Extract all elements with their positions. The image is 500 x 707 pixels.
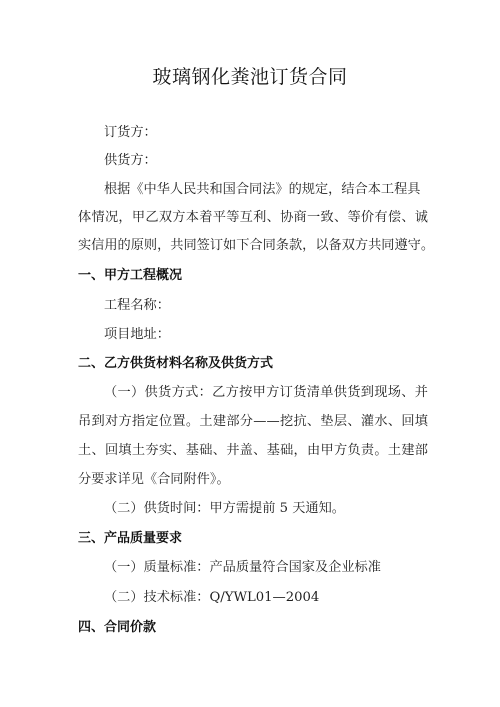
preamble-line-2: 体情况，甲乙双方本着平等互利、协商一致、等价有偿、诚 (78, 210, 428, 225)
project-name-line: 工程名称： (104, 298, 170, 313)
supply-method-line-2: 吊到对方指定位置。土建部分——挖抗、垫层、灌水、回填 (78, 414, 428, 429)
preamble-line-3: 实信用的原则，共同签订如下合同条款，以备双方共同遵守。 (78, 238, 435, 253)
technical-standard-line: （二）技术标准：Q/YWL01—2004 (104, 590, 320, 605)
supply-method-line-3: 土、回填土夯实、基础、井盖、基础，由甲方负责。土建部 (78, 443, 428, 458)
document-title: 玻璃钢化粪池订货合同 (152, 66, 348, 88)
orderer-line: 订货方： (104, 125, 157, 140)
supply-method-line-4: 分要求详见《合同附件》。 (78, 472, 230, 487)
supply-time-line: （二）供货时间：甲方需提前 5 天通知。 (104, 501, 345, 516)
preamble-line-1: 根据《中华人民共和国合同法》的规定，结合本工程具 (104, 182, 421, 197)
quality-standard-line: （一）质量标准：产品质量符合国家及企业标准 (104, 560, 381, 575)
supplier-line: 供货方： (104, 153, 157, 168)
section-heading-2: 二、乙方供货材料名称及供货方式 (78, 356, 274, 371)
section-heading-4: 四、合同价款 (78, 620, 157, 635)
section-heading-3: 三、产品质量要求 (78, 531, 183, 546)
project-address-line: 项目地址： (104, 327, 170, 342)
supply-method-line-1: （一）供货方式：乙方按甲方订货清单供货到现场、并 (104, 385, 428, 400)
section-heading-1: 一、甲方工程概况 (78, 268, 183, 283)
